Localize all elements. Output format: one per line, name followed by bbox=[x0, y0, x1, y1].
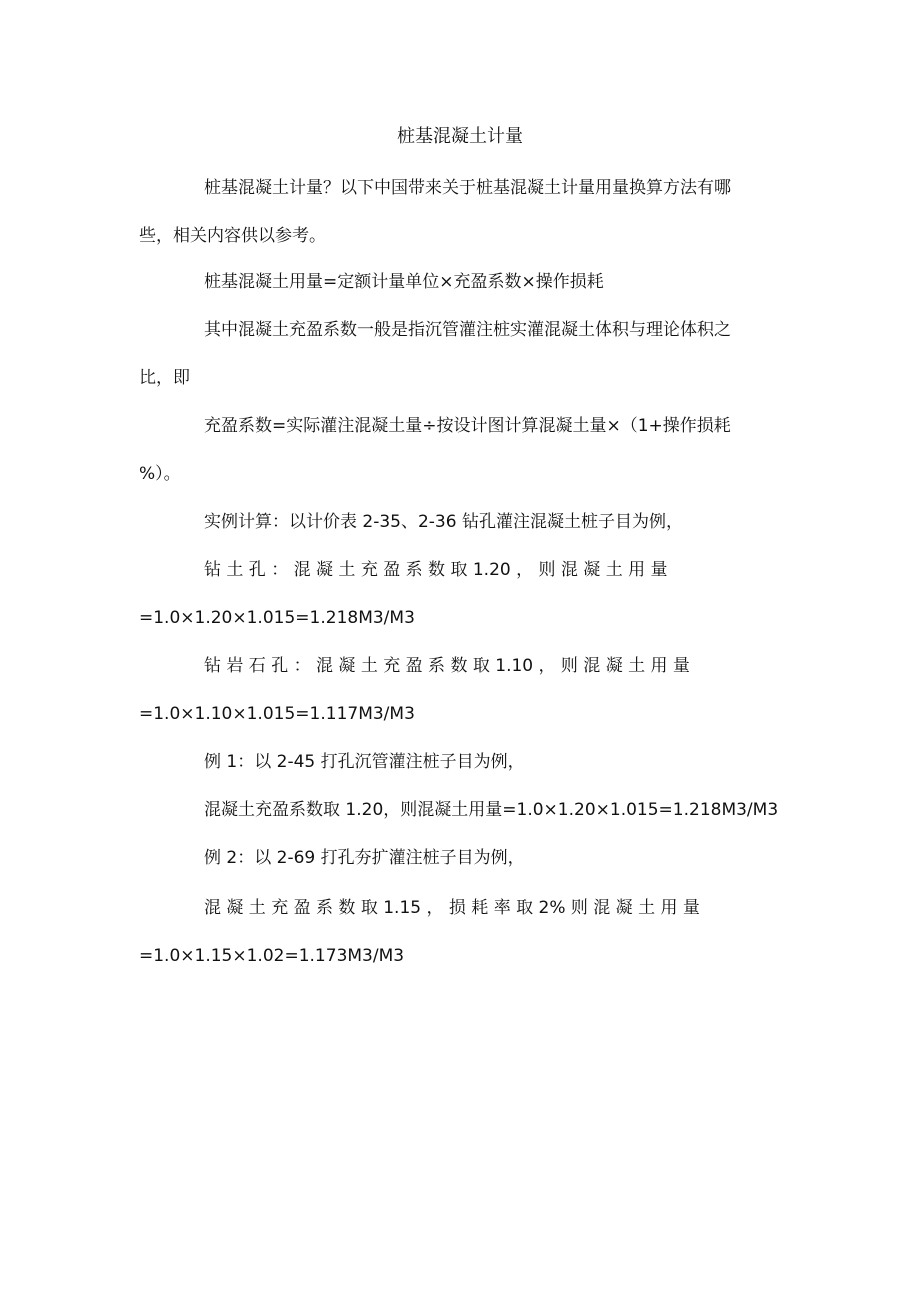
paragraph-line: 实例计算：以计价表 2-35、2-36 钻孔灌注混凝土桩子目为例， bbox=[204, 512, 683, 532]
paragraph-line: 些，相关内容供以参考。 bbox=[139, 226, 326, 246]
paragraph-line: =1.0×1.10×1.015=1.117M3/M3 bbox=[139, 704, 415, 724]
paragraph-line: 比，即 bbox=[139, 368, 190, 388]
paragraph-line: 混凝土充盈系数取 1.20，则混凝土用量=1.0×1.20×1.015=1.218M3/M3 bbox=[204, 800, 779, 820]
paragraph-line: 钻 土 孔 ： 混 凝 土 充 盈 系 数 取 1.20 ， 则 混 凝 土 用 量 bbox=[204, 560, 668, 580]
paragraph-line: 充盈系数=实际灌注混凝土量÷按设计图计算混凝土量×（1+操作损耗 bbox=[204, 416, 731, 436]
paragraph-line: =1.0×1.20×1.015=1.218M3/M3 bbox=[139, 608, 415, 628]
document-title: 桩基混凝土计量 bbox=[397, 126, 523, 147]
paragraph-line: 桩基混凝土用量=定额计量单位×充盈系数×操作损耗 bbox=[204, 272, 604, 292]
paragraph-line: 钻 岩 石 孔 ： 混 凝 土 充 盈 系 数 取 1.10 ， 则 混 凝 土 用 量 bbox=[204, 656, 690, 676]
paragraph-line: 桩基混凝土计量？以下中国带来关于桩基混凝土计量用量换算方法有哪 bbox=[204, 178, 731, 198]
paragraph-line: %）。 bbox=[139, 464, 181, 484]
paragraph-line: 其中混凝土充盈系数一般是指沉管灌注桩实灌混凝土体积与理论体积之 bbox=[204, 320, 731, 340]
paragraph-line: 例 1：以 2-45 打孔沉管灌注桩子目为例， bbox=[204, 752, 525, 772]
paragraph-line: 混 凝 土 充 盈 系 数 取 1.15 ， 损 耗 率 取 2% 则 混 凝 土 用 量 bbox=[204, 898, 700, 918]
paragraph-line: =1.0×1.15×1.02=1.173M3/M3 bbox=[139, 946, 405, 966]
paragraph-line: 例 2：以 2-69 打孔夯扩灌注桩子目为例， bbox=[204, 848, 525, 868]
